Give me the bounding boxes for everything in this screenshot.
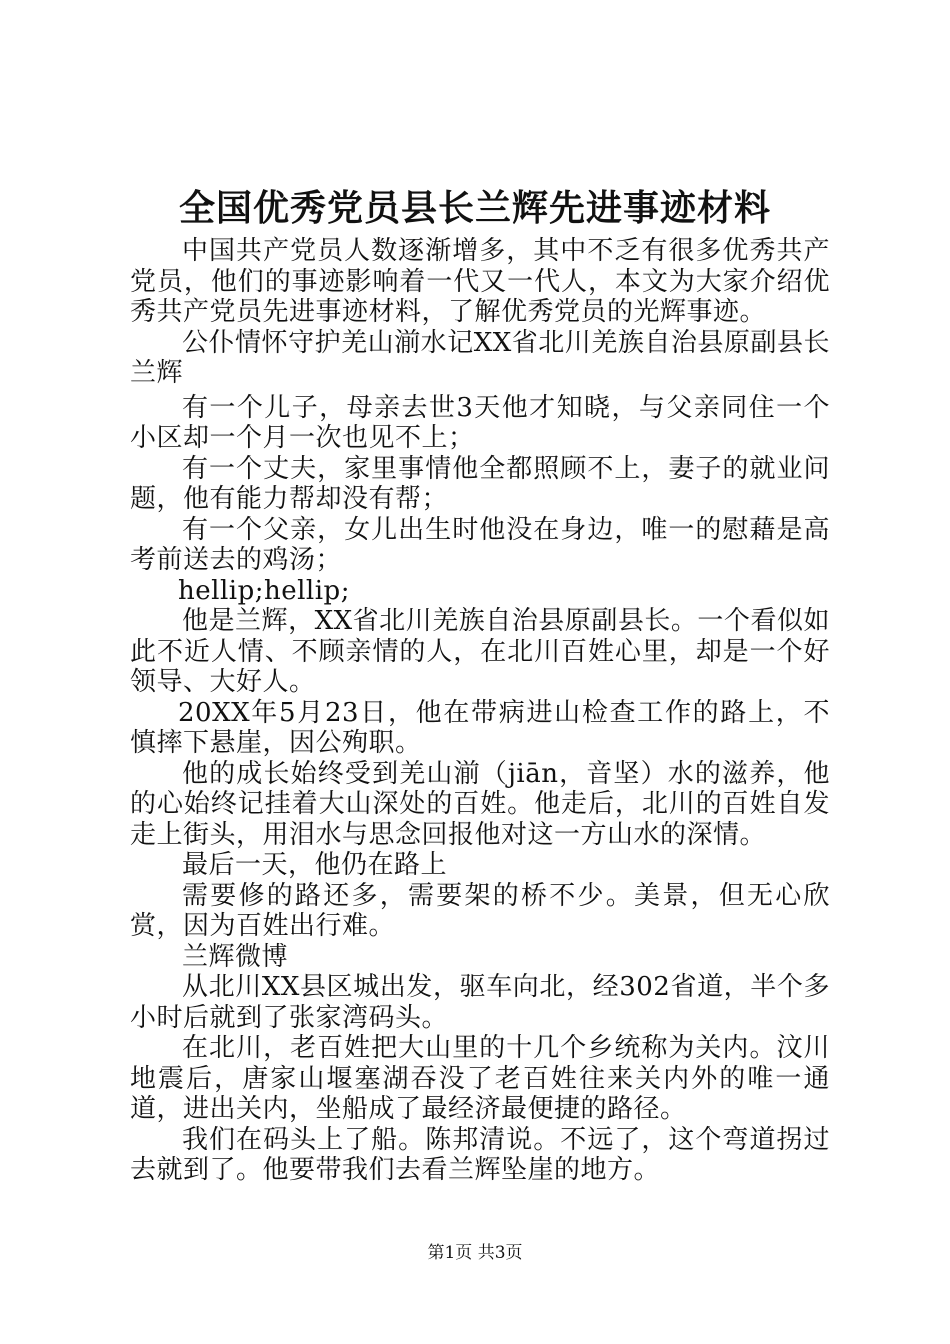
paragraph-husband: 有一个丈夫，家里事情他全都照顾不上，妻子的就业问题，他有能力帮却没有帮；: [130, 453, 830, 514]
paragraph-departure: 从北川XX县区城出发，驱车向北，经302省道，半个多小时后就到了张家湾码头。: [130, 972, 830, 1033]
paragraph-section-last-day: 最后一天，他仍在路上: [182, 850, 448, 880]
paragraph-ellipsis: hellip;hellip;: [178, 575, 350, 606]
page-footer: 第1页 共3页: [427, 1243, 523, 1263]
document-title: 全国优秀党员县长兰辉先进事迹材料: [178, 187, 771, 229]
paragraph-guannei: 在北川，老百姓把大山里的十几个乡统称为关内。汶川地震后，唐家山堰塞湖吞没了老百姓往来关内外的唯一通道，进出关内，坐船成了最经济最便捷的路径。: [130, 1033, 830, 1124]
paragraph-weibo: 兰辉微博: [182, 941, 289, 972]
paragraph-identity: 他是兰辉，XX省北川羌族自治县原副县长。一个看似如此不近人情、不顾亲情的人，在北川百姓心里，却是一个好领导、大好人。: [130, 606, 830, 697]
paragraph-roads: 需要修的路还多，需要架的桥不少。美景，但无心欣赏，因为百姓出行难。: [130, 880, 830, 941]
document-body: [130, 236, 830, 1186]
paragraph-boat: 我们在码头上了船。陈邦清说。不远了，这个弯道拐过去就到了。他要带我们去看兰辉坠崖的地方。: [130, 1124, 830, 1185]
paragraph-father: 有一个父亲，女儿出生时他没在身边，唯一的慰藉是高考前送去的鸡汤；: [130, 514, 830, 575]
paragraph-intro: 中国共产党员人数逐渐增多，其中不乏有很多优秀共产党员，他们的事迹影响着一代又一代人，本文为大家介绍优秀共产党员先进事迹材料，了解优秀党员的光辉事迹。: [130, 236, 830, 327]
paragraph-heading-subtitle: 公仆情怀守护羌山湔水记XX省北川羌族自治县原副县长兰辉: [130, 327, 830, 388]
paragraph-growth: 他的成长始终受到羌山湔（jiān，音坚）水的滋养，他的心始终记挂着大山深处的百姓。他走后，北川的百姓自发走上街头，用泪水与思念回报他对这一方山水的深情。: [130, 758, 830, 850]
paragraph-son: 有一个儿子，母亲去世3天他才知晓，与父亲同住一个小区却一个月一次也见不上；: [130, 392, 830, 453]
paragraph-date: 20XX年5月23日，他在带病进山检查工作的路上，不慎摔下悬崖，因公殉职。: [130, 697, 830, 758]
